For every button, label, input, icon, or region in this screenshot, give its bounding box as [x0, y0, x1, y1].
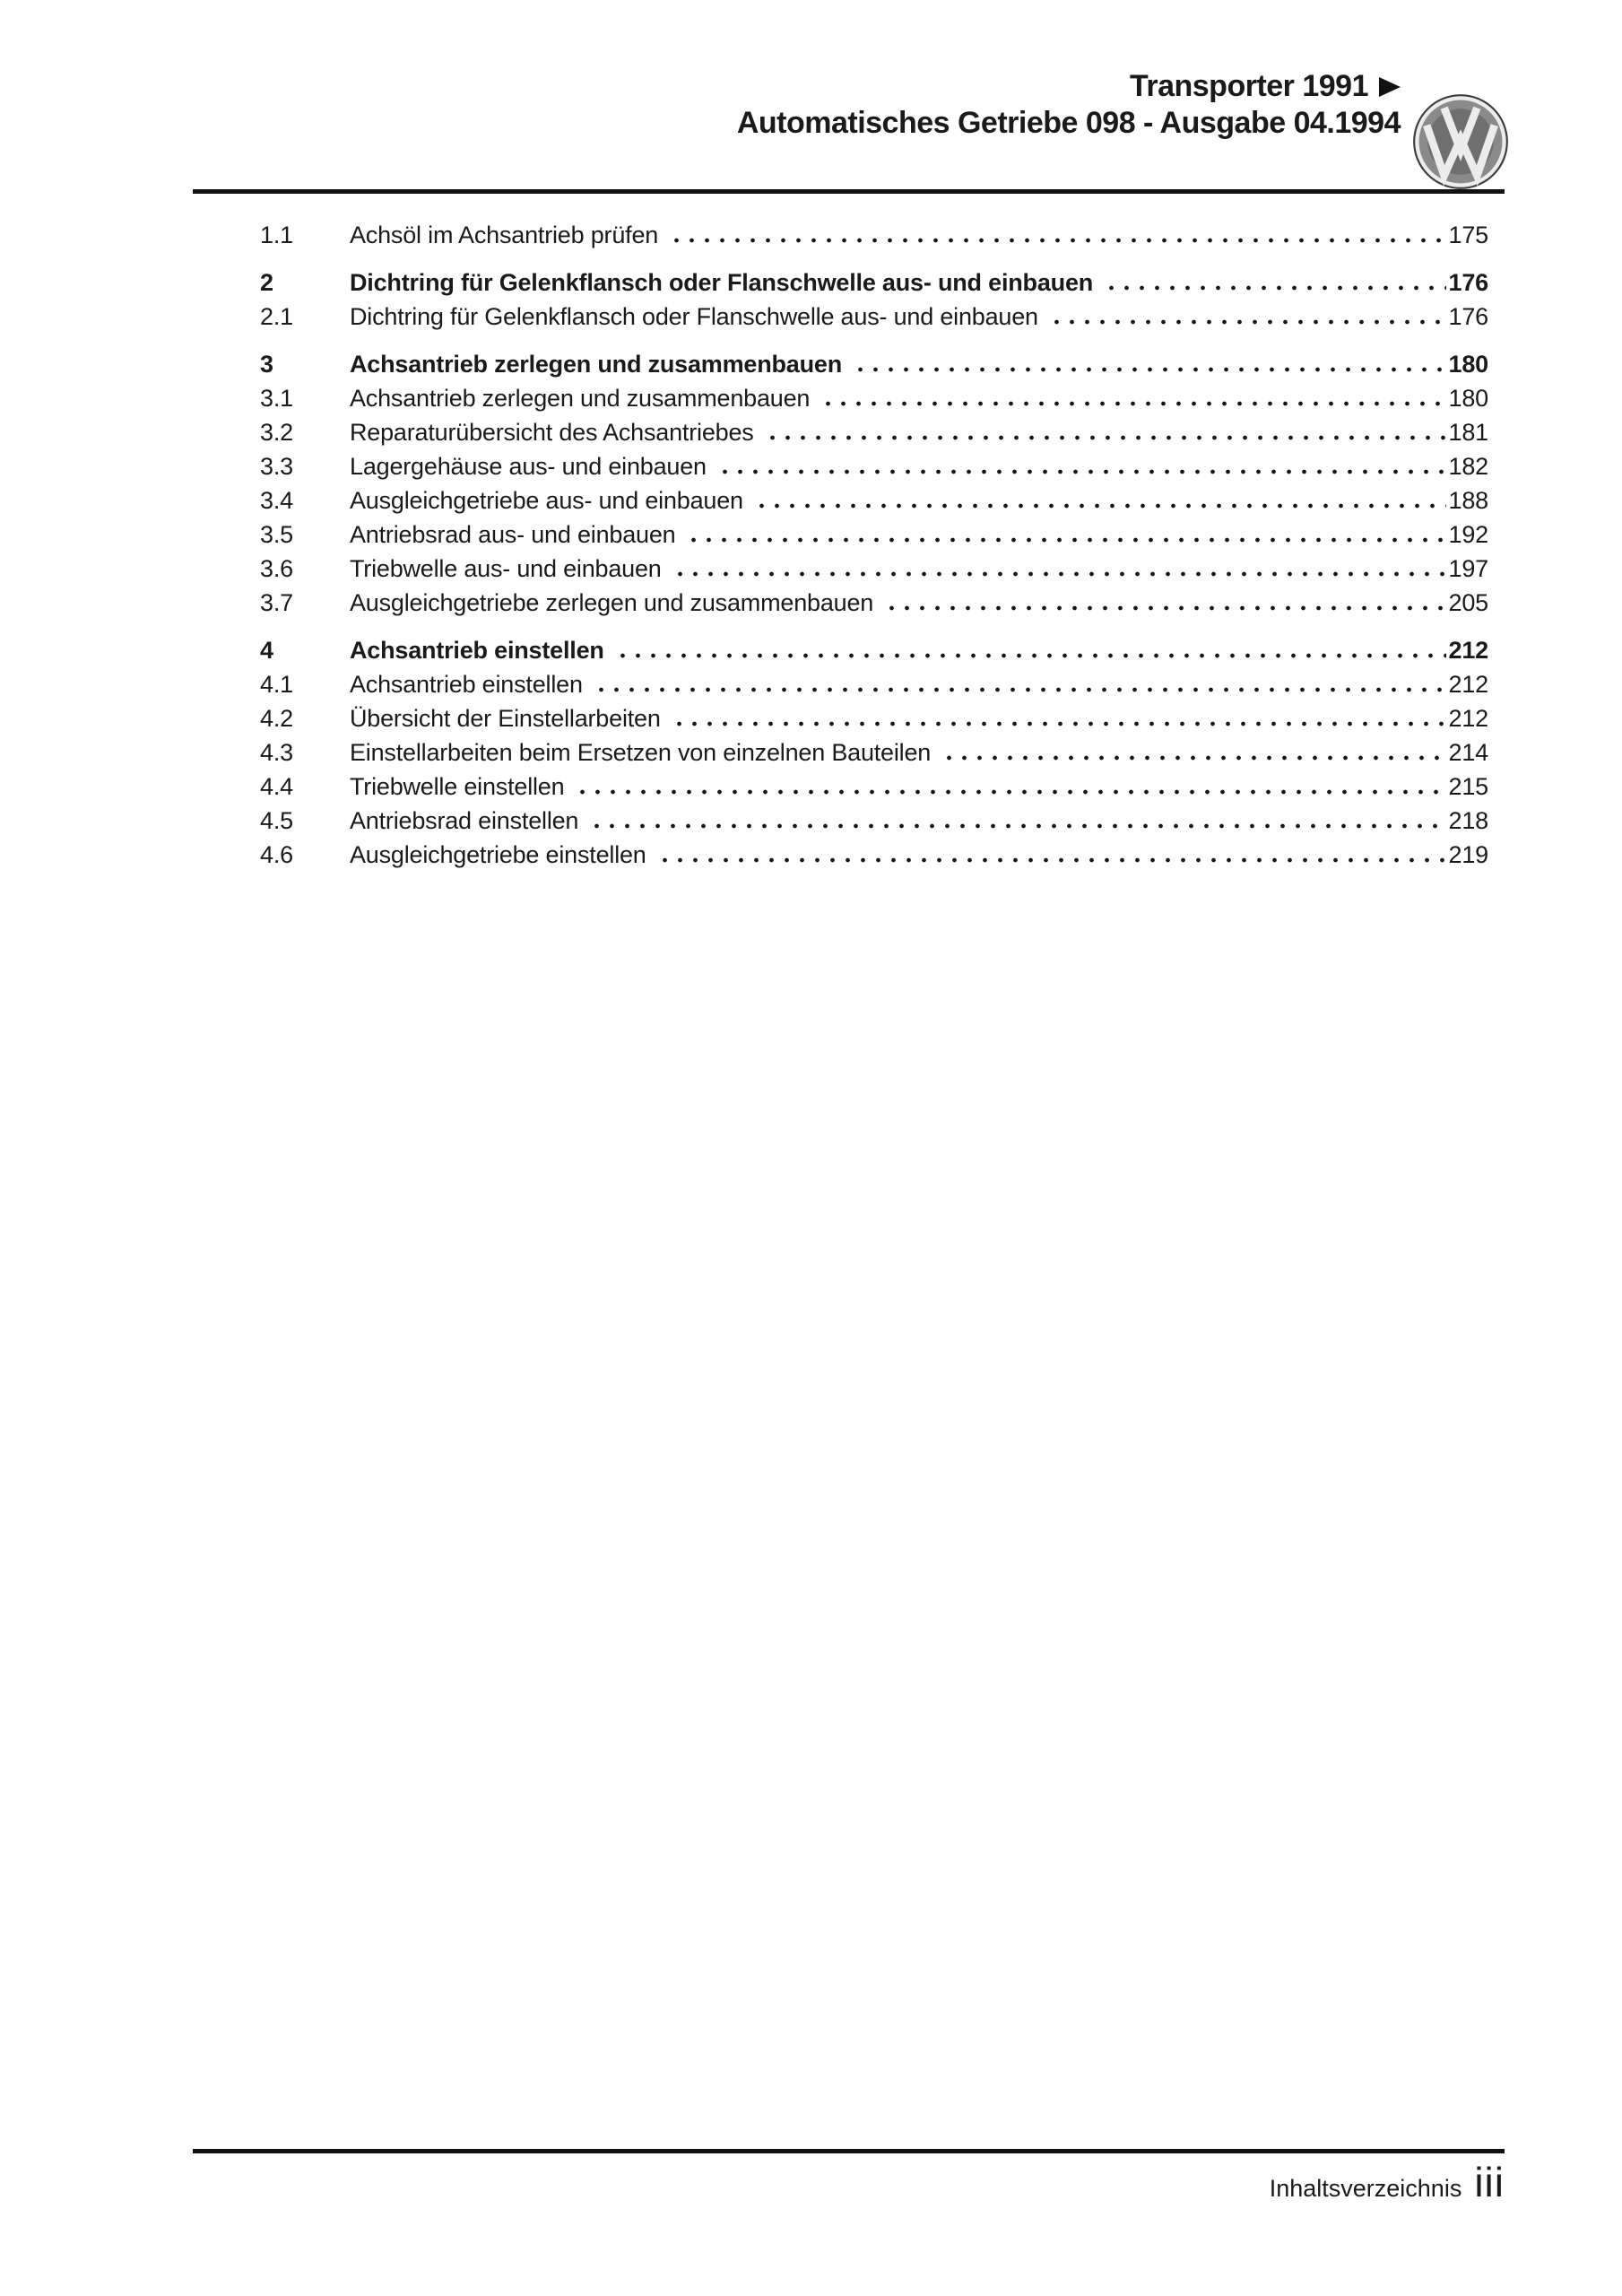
- table-of-contents: [260, 218, 1488, 872]
- toc-entry-number: 4.1: [260, 671, 293, 698]
- toc-entry[interactable]: [260, 667, 1488, 701]
- toc-entry[interactable]: [260, 347, 1488, 381]
- toc-entry-title: Achsantrieb zerlegen und zusammenbauen: [350, 385, 811, 412]
- toc-entry-number: 4.5: [260, 807, 293, 834]
- dot-leader: [671, 552, 1446, 586]
- toc-entry-number: 3.6: [260, 555, 293, 582]
- toc-entry-page: 188: [1448, 487, 1488, 514]
- toc-entry-page: 176: [1448, 269, 1488, 296]
- dot-leader: [851, 347, 1446, 381]
- toc-entry[interactable]: [260, 804, 1488, 838]
- toc-entry[interactable]: [260, 218, 1488, 252]
- toc-entry[interactable]: [260, 633, 1488, 667]
- toc-entry[interactable]: [260, 517, 1488, 552]
- toc-entry-title: Reparaturübersicht des Achsantriebes: [350, 419, 754, 446]
- toc-entry-page: 214: [1448, 739, 1488, 766]
- footer-page-number: iii: [1474, 2159, 1505, 2205]
- toc-entry-page: 212: [1448, 637, 1488, 664]
- dot-leader: [763, 415, 1446, 449]
- toc-entry[interactable]: [260, 300, 1488, 334]
- toc-entry-page: 197: [1448, 555, 1488, 582]
- toc-entry-number: 4.2: [260, 705, 293, 732]
- toc-entry-page: 181: [1448, 419, 1488, 446]
- toc-entry-page: 212: [1448, 705, 1488, 732]
- toc-entry-number: 3.7: [260, 589, 293, 616]
- toc-entry[interactable]: [260, 483, 1488, 517]
- toc-entry-number: 3: [260, 351, 273, 378]
- toc-entry-title: Triebwelle einstellen: [350, 773, 565, 800]
- dot-leader: [592, 667, 1446, 701]
- toc-entry-title: Triebwelle aus- und einbauen: [350, 555, 662, 582]
- toc-entry-number: 3.5: [260, 521, 293, 548]
- toc-entry-number: 3.1: [260, 385, 293, 412]
- toc-entry-number: 4.4: [260, 773, 293, 800]
- header-divider: [193, 189, 1505, 194]
- toc-entry[interactable]: [260, 449, 1488, 483]
- dot-leader: [655, 838, 1446, 872]
- right-arrowhead-icon: [1379, 77, 1401, 97]
- footer-section-label: Inhaltsverzeichnis: [1269, 2175, 1462, 2202]
- toc-entry-page: 192: [1448, 521, 1488, 548]
- toc-entry-page: 215: [1448, 773, 1488, 800]
- toc-entry[interactable]: [260, 381, 1488, 415]
- toc-entry-title: Achsöl im Achsantrieb prüfen: [350, 222, 659, 248]
- toc-entry-page: 205: [1448, 589, 1488, 616]
- toc-entry[interactable]: [260, 586, 1488, 620]
- toc-entry-title: Achsantrieb zerlegen und zusammenbauen: [350, 351, 843, 378]
- toc-entry-number: 3.4: [260, 487, 293, 514]
- dot-leader: [940, 735, 1445, 770]
- toc-entry-page: 219: [1448, 841, 1488, 868]
- toc-entry-title: Dichtring für Gelenkflansch oder Flanschwelle aus- und einbauen: [350, 269, 1094, 296]
- page-header: [737, 68, 1401, 142]
- toc-entry[interactable]: [260, 838, 1488, 872]
- dot-leader: [882, 586, 1445, 620]
- dot-leader: [670, 701, 1446, 735]
- header-model-title: Transporter 1991: [1129, 69, 1368, 103]
- toc-entry-title: Ausgleichgetriebe aus- und einbauen: [350, 487, 743, 514]
- toc-entry[interactable]: [260, 770, 1488, 804]
- toc-entry-number: 3.2: [260, 419, 293, 446]
- toc-entry[interactable]: [260, 552, 1488, 586]
- toc-entry[interactable]: [260, 735, 1488, 770]
- toc-entry-number: 2: [260, 269, 273, 296]
- toc-entry[interactable]: [260, 415, 1488, 449]
- toc-entry-title: Übersicht der Einstellarbeiten: [350, 705, 661, 732]
- toc-entry-number: 4.6: [260, 841, 293, 868]
- dot-leader: [819, 381, 1445, 415]
- toc-entry-title: Antriebsrad aus- und einbauen: [350, 521, 676, 548]
- toc-entry-title: Lagergehäuse aus- und einbauen: [350, 453, 707, 480]
- toc-entry-page: 182: [1448, 453, 1488, 480]
- toc-entry-page: 175: [1448, 222, 1488, 248]
- toc-entry[interactable]: [260, 265, 1488, 300]
- dot-leader: [684, 517, 1445, 552]
- dot-leader: [752, 483, 1446, 517]
- footer-divider: [193, 2149, 1505, 2153]
- header-manual-title: Automatisches Getriebe 098 - Ausgabe 04.1994: [736, 106, 1401, 140]
- vw-logo-icon: [1412, 93, 1509, 190]
- toc-entry-title: Antriebsrad einstellen: [350, 807, 579, 834]
- dot-leader: [613, 633, 1446, 667]
- toc-entry-page: 176: [1448, 303, 1488, 330]
- toc-entry-title: Achsantrieb einstellen: [350, 671, 583, 698]
- toc-entry-page: 180: [1448, 351, 1488, 378]
- dot-leader: [1047, 300, 1446, 334]
- dot-leader: [587, 804, 1445, 838]
- toc-entry-page: 180: [1448, 385, 1488, 412]
- dot-leader: [573, 770, 1445, 804]
- toc-entry-page: 218: [1448, 807, 1488, 834]
- toc-entry-title: Einstellarbeiten beim Ersetzen von einzelnen Bauteilen: [350, 739, 932, 766]
- dot-leader: [716, 449, 1446, 483]
- page-footer: [1270, 2158, 1505, 2206]
- dot-leader: [1102, 265, 1445, 300]
- toc-entry-title: Achsantrieb einstellen: [350, 637, 604, 664]
- toc-entry-title: Ausgleichgetriebe zerlegen und zusammenbauen: [350, 589, 874, 616]
- toc-entry-number: 4: [260, 637, 273, 664]
- toc-entry-number: 3.3: [260, 453, 293, 480]
- toc-entry-number: 2.1: [260, 303, 293, 330]
- toc-entry-title: Dichtring für Gelenkflansch oder Flanschwelle aus- und einbauen: [350, 303, 1038, 330]
- toc-entry-title: Ausgleichgetriebe einstellen: [350, 841, 646, 868]
- toc-entry-page: 212: [1448, 671, 1488, 698]
- toc-entry-number: 4.3: [260, 739, 293, 766]
- dot-leader: [667, 218, 1445, 252]
- toc-entry[interactable]: [260, 701, 1488, 735]
- toc-entry-number: 1.1: [260, 222, 293, 248]
